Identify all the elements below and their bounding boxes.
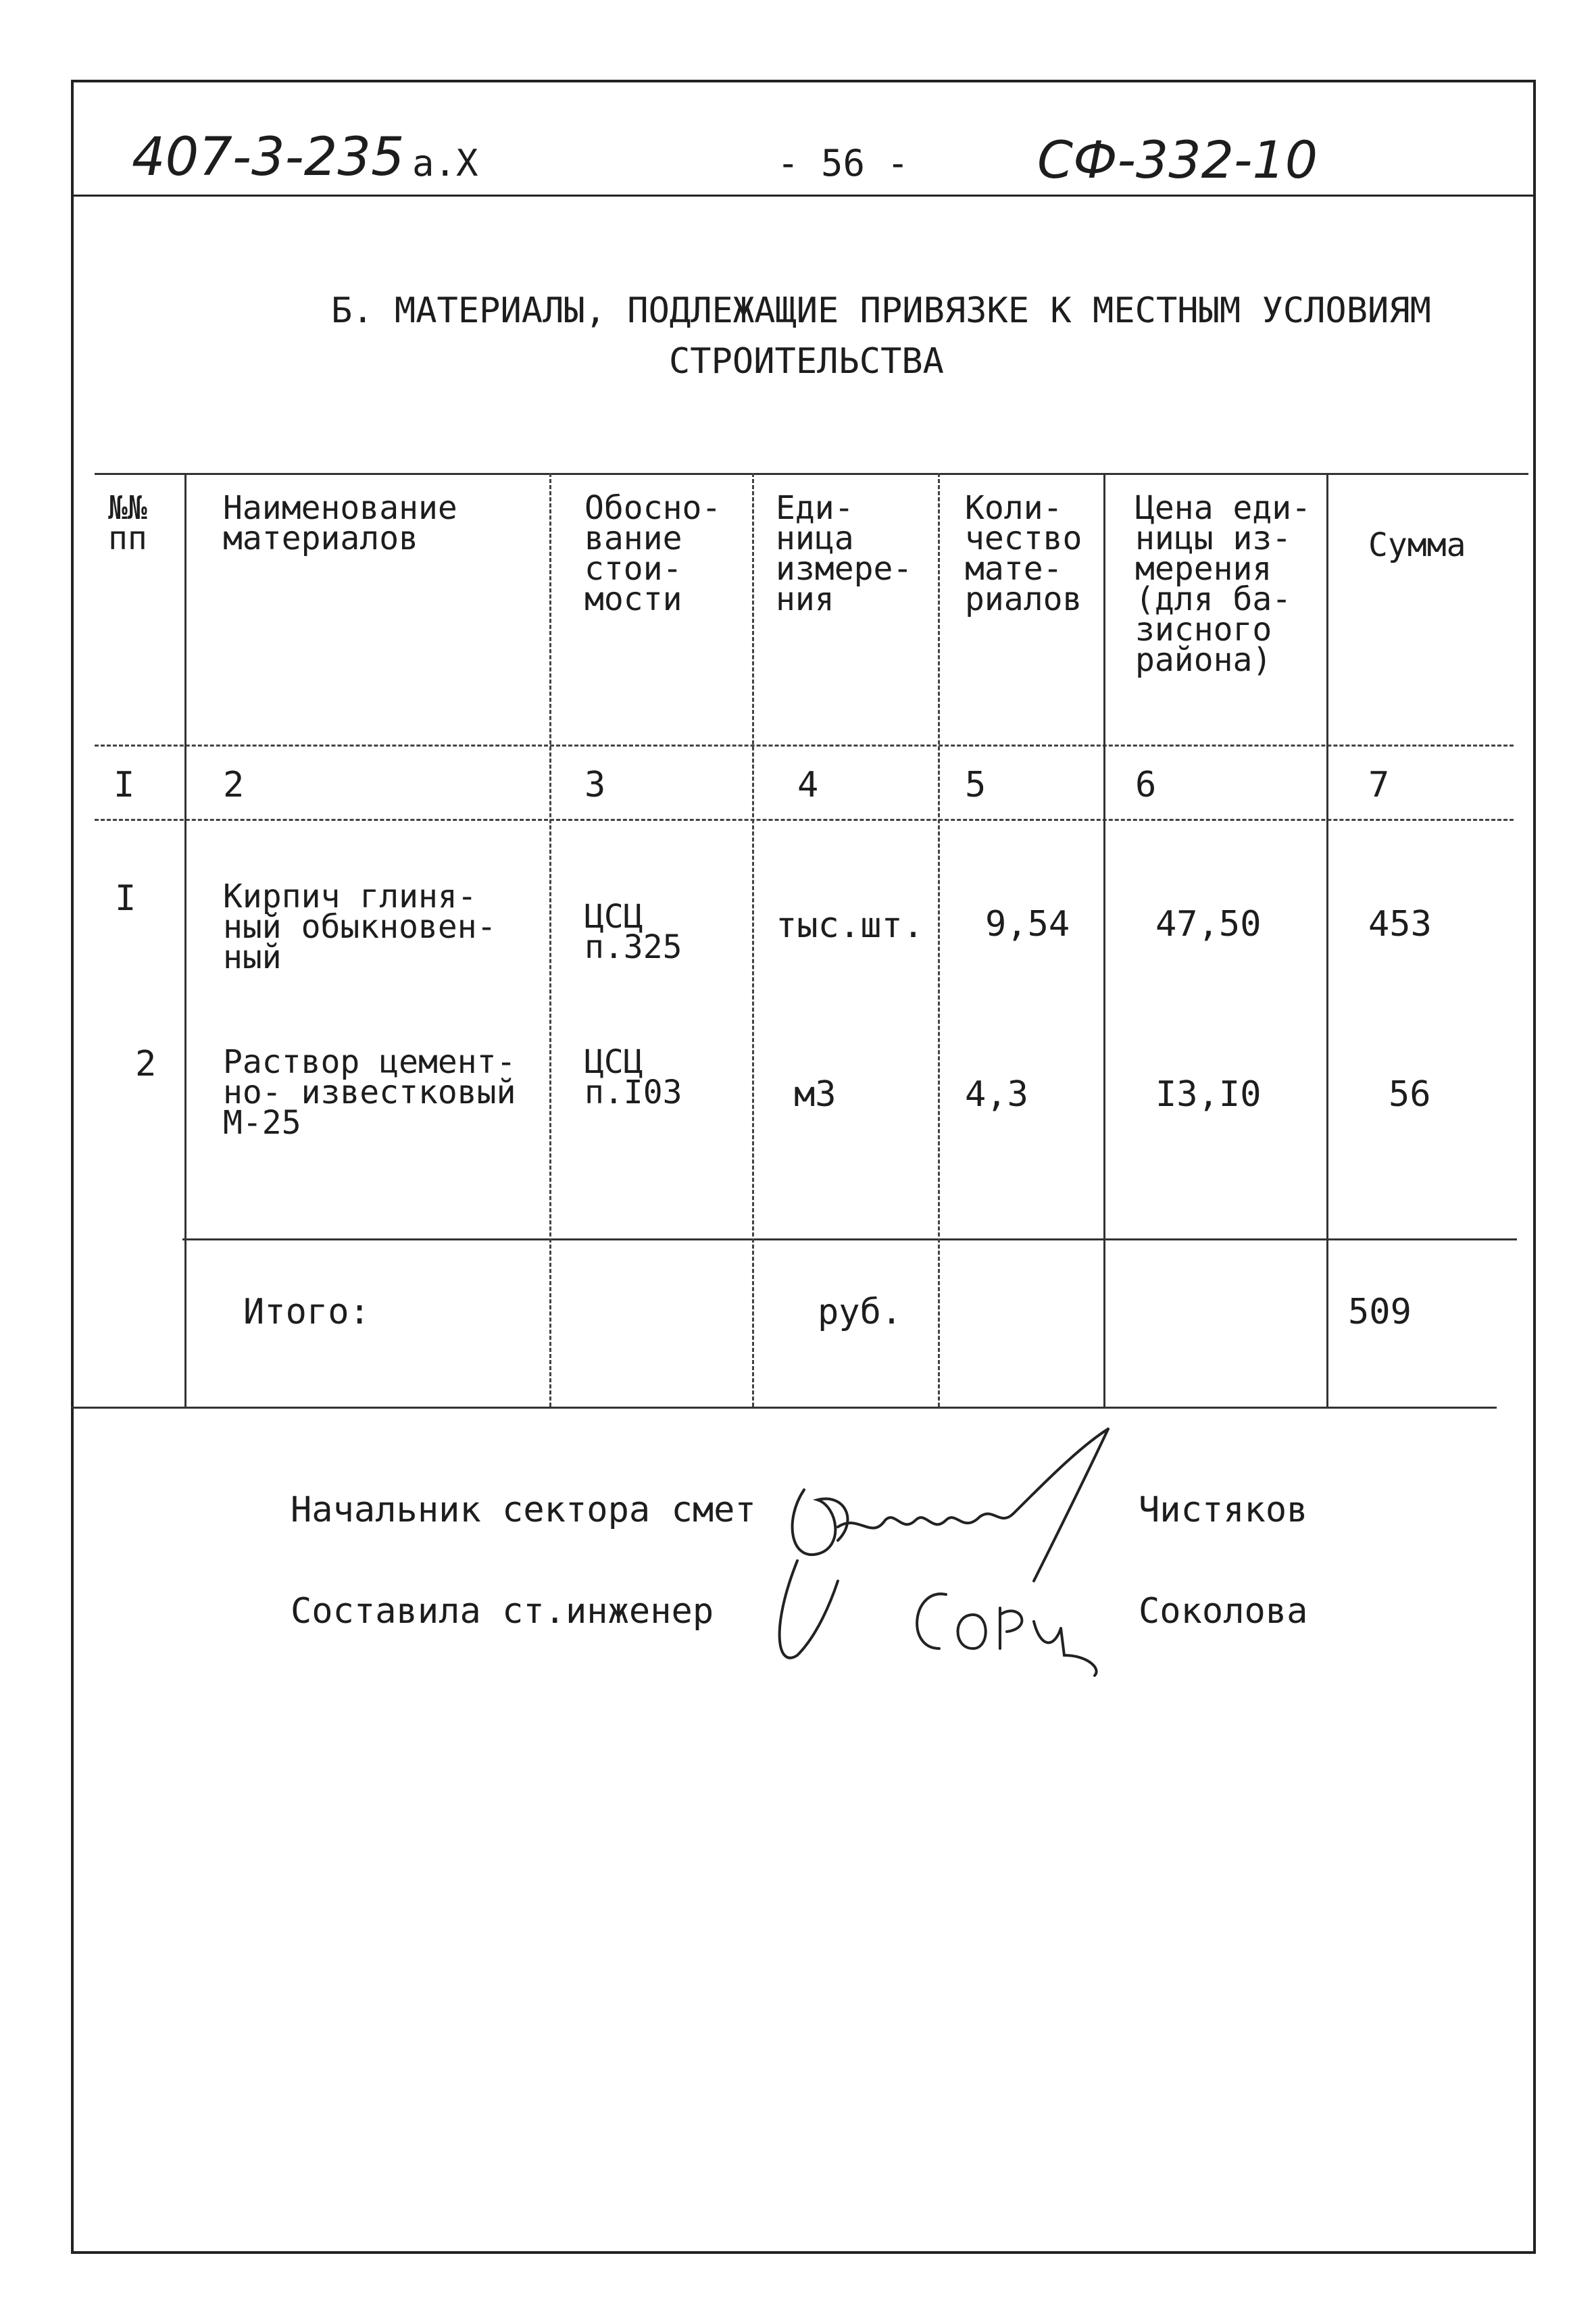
total-top-line — [182, 1238, 1517, 1240]
header-unit: Еди- ница измере- ния — [776, 489, 913, 618]
row-1-unit: тыс.шт. — [776, 905, 924, 946]
col-divider-2 — [549, 473, 551, 1407]
row-1-price: 47,50 — [1155, 904, 1262, 945]
header-num: №№ пп — [108, 489, 147, 557]
signature-role-1: Начальник сектора смет — [291, 1490, 756, 1530]
document-code: 407-3-235 — [132, 127, 405, 188]
col-divider-3 — [752, 473, 754, 1407]
table-top-border — [95, 473, 1528, 475]
col-divider-6 — [1326, 473, 1328, 1407]
row-2-unit: м3 — [794, 1074, 837, 1115]
row-2-sum: 56 — [1389, 1074, 1431, 1115]
table-bottom-border — [71, 1407, 1497, 1409]
signature-name-2: Соколова — [1139, 1591, 1308, 1632]
header-qty: Коли- чество мате- риалов — [965, 489, 1082, 618]
col-divider-5 — [1103, 473, 1105, 1407]
row-1-sum: 453 — [1368, 904, 1432, 945]
total-label: Итого: — [243, 1292, 370, 1332]
col-number-7: 7 — [1368, 765, 1390, 805]
col-number-3: 3 — [584, 765, 606, 805]
section-title-cont: СТРОИТЕЛЬСТВА — [669, 341, 944, 382]
col-divider-1 — [184, 473, 186, 1407]
total-sum: 509 — [1348, 1292, 1412, 1332]
row-1-num: I — [115, 878, 136, 919]
row-1-name: Кирпич глиня- ный обыкновен- ный — [223, 878, 497, 976]
row-2-price: I3,I0 — [1155, 1074, 1262, 1115]
col-divider-4 — [938, 473, 940, 1407]
header-bottom-line — [95, 745, 1514, 747]
sheet-code: СФ-332-10 — [1037, 130, 1318, 190]
header-sum: Сумма — [1368, 526, 1466, 564]
page-number: - 56 - — [777, 142, 909, 184]
header-name: Наименование материалов — [223, 489, 457, 557]
album-label: а.Х — [412, 142, 478, 184]
row-2-num: 2 — [135, 1044, 157, 1084]
row-2-name: Раствор цемент- но- известковый М-25 — [223, 1043, 516, 1142]
col-number-2: 2 — [223, 765, 245, 805]
col-number-6: 6 — [1135, 765, 1157, 805]
document-sheet — [71, 80, 1536, 2254]
header-divider — [71, 195, 1533, 197]
row-1-qty: 9,54 — [985, 904, 1070, 945]
row-1-basis: ЦСЦ п.325 — [584, 898, 682, 966]
header-basis: Обосно- вание стои- мости — [584, 489, 722, 618]
total-unit: руб. — [818, 1292, 903, 1332]
section-title: Б. МАТЕРИАЛЫ, ПОДЛЕЖАЩИЕ ПРИВЯЗКЕ К МЕСТНЫМ УСЛОВИЯМ — [331, 291, 1431, 331]
numbers-bottom-line — [95, 819, 1514, 821]
col-number-4: 4 — [797, 765, 819, 805]
handwritten-signatures — [757, 1426, 1176, 1716]
signature-role-2: Составила ст.инженер — [291, 1591, 714, 1632]
row-2-basis: ЦСЦ п.I03 — [584, 1043, 682, 1111]
header-price: Цена еди- ницы из- мерения (для ба- зисного района) — [1135, 489, 1312, 679]
signature-name-1: Чистяков — [1139, 1490, 1308, 1530]
col-number-1: I — [114, 765, 135, 805]
col-number-5: 5 — [965, 765, 987, 805]
row-2-qty: 4,3 — [965, 1074, 1028, 1115]
